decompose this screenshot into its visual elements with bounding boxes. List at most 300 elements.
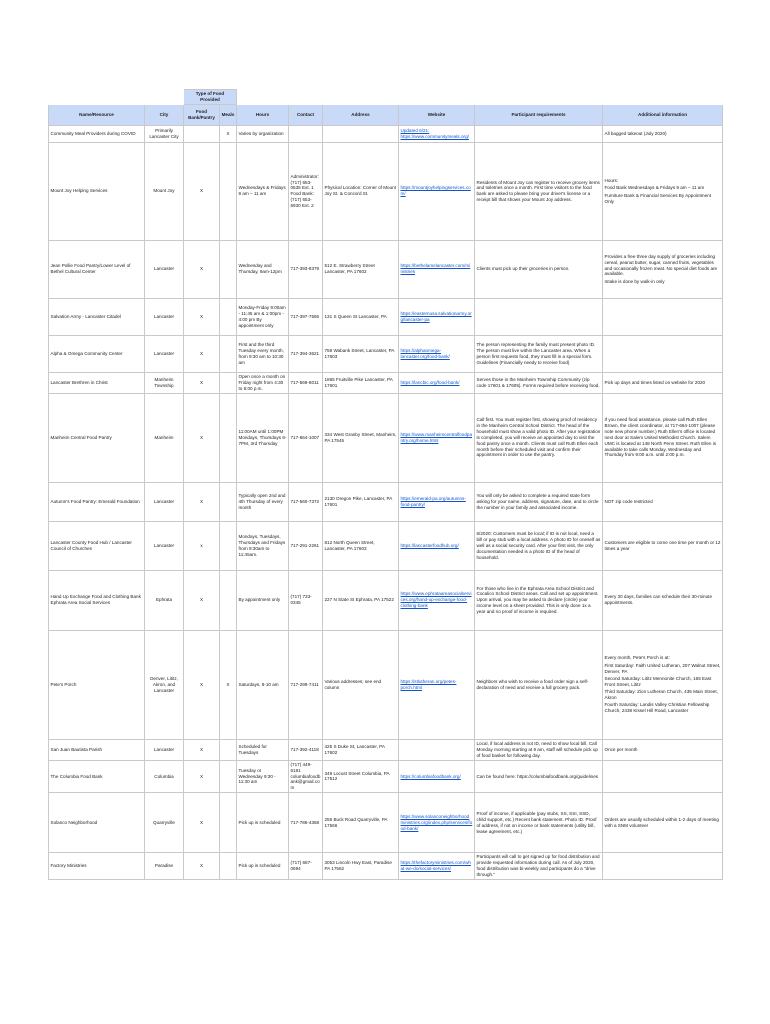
food-bank-cell[interactable] — [184, 240, 220, 298]
additional-cell[interactable] — [603, 372, 723, 393]
requirements-cell[interactable] — [475, 298, 603, 335]
additional-cell[interactable] — [603, 240, 723, 298]
name-text: Salvation Army - Lancaster Citadel — [50, 313, 121, 319]
address-cell[interactable] — [323, 482, 399, 521]
contact-cell[interactable] — [289, 298, 323, 335]
column-header-meals[interactable]: Meals — [220, 104, 237, 125]
column-header-address[interactable]: Address — [323, 104, 399, 125]
name-text: Solanco Neighborhood — [50, 819, 98, 825]
address-cell[interactable] — [323, 393, 399, 482]
contact-cell[interactable] — [289, 570, 323, 630]
meals-cell[interactable] — [220, 393, 237, 482]
contact-cell[interactable] — [289, 240, 323, 298]
address-text: 425 S Duke St, Lancaster, PA 17602 — [324, 743, 385, 755]
website-text[interactable]: https://lancbic.org/food-bank/ — [400, 379, 460, 385]
meals-cell[interactable] — [220, 793, 237, 853]
table-row — [49, 793, 723, 853]
address-text: 812 North Queen Street, Lancaster, PA 17603 — [324, 539, 375, 551]
additional-info-line: Pick up days and times listed on website for 2020 — [604, 379, 706, 385]
table-row — [49, 298, 723, 335]
name-text: Community Meal Providers during COVID — [50, 130, 136, 136]
additional-cell[interactable] — [603, 142, 723, 240]
hours-cell[interactable] — [237, 125, 289, 142]
food-bank-cell[interactable] — [184, 739, 220, 760]
additional-cell[interactable] — [603, 853, 723, 880]
name-text: Lancaster Brethren in Christ — [50, 379, 108, 385]
contact-text: Administrator: (717) 653-0535 Ext. 1 Food Bank: (717) 653-6930 Ext. 2 — [290, 173, 319, 208]
city-text: Columbia — [154, 773, 174, 779]
website-text[interactable]: https://lancasterfoodhub.org/ — [400, 542, 459, 548]
website-cell[interactable] — [399, 298, 475, 335]
contact-text: 717-393-8379 — [290, 266, 320, 272]
city-text: Paradise — [154, 862, 174, 868]
contact-text: 717-291-2261 — [290, 542, 320, 548]
additional-cell[interactable] — [603, 570, 723, 630]
name-text: Lancaster County Food Hub / Lancaster Council of Churches — [50, 539, 132, 551]
name-cell[interactable] — [49, 372, 145, 393]
website-text[interactable]: https://columbiafoodbank.org/ — [400, 773, 461, 779]
food-bank-cell[interactable] — [184, 521, 220, 570]
food-bank-text: X — [199, 313, 204, 319]
additional-info-line: Fourth Saturday: Landis Valley Christian Fellowship Church, 2438 Kissel Hill Road, Lancaster — [604, 702, 710, 714]
hours-text: 11:00AM until 1:00PM Mondays, Thursdays 6-7PM, 3rd Thursday — [238, 428, 287, 446]
website-text[interactable]: https://bethelamelancaster.com/ministries — [400, 263, 471, 275]
name-cell[interactable] — [49, 521, 145, 570]
hours-text: Pick up is scheduled — [238, 819, 281, 825]
address-text: 2130 Oregon Pike, Lancaster, PA 17601 — [324, 495, 393, 507]
name-cell[interactable] — [49, 335, 145, 372]
food-bank-text: X — [199, 350, 204, 356]
table-row — [49, 739, 723, 760]
address-text: 131 S Queen St Lancaster, PA — [324, 313, 387, 319]
contact-text: (717) 449-6181 columbiafoodbank@gmail.com — [290, 761, 321, 791]
name-text: Alpha & Omega Community Center — [50, 350, 123, 356]
contact-cell[interactable] — [289, 853, 323, 880]
additional-info-line: All bagged takeout (July 2020) — [604, 130, 667, 136]
contact-cell[interactable] — [289, 760, 323, 792]
additional-info-line: Every 30 days, families can schedule their 30-minute appointments. — [604, 594, 712, 606]
food-bank-text: X — [199, 862, 204, 868]
food-bank-cell[interactable] — [184, 142, 220, 240]
city-text: Mount Joy — [153, 188, 175, 194]
city-text: Lancaster — [153, 350, 175, 356]
website-text[interactable]: Updated 6/21: https://www.communitymeals.org/ — [400, 127, 469, 139]
requirements-text: Neighbors who wish to receive a food order sign a self-declaration of need and receive a full grocery pack. — [476, 678, 589, 690]
name-cell[interactable] — [49, 630, 145, 739]
additional-info-line: Intake is done by walk-in only — [604, 278, 665, 284]
hours-cell[interactable] — [237, 142, 289, 240]
address-cell[interactable] — [323, 521, 399, 570]
address-text: 512 E. Strawberry Street Lancaster, PA 17602 — [324, 263, 375, 275]
additional-cell[interactable] — [603, 793, 723, 853]
contact-text: 717-560-7372 — [290, 498, 320, 504]
food-bank-text: X — [199, 379, 204, 385]
contact-text: 717-394-3621 — [290, 350, 320, 356]
website-text[interactable]: https://emerald-pa.org/autumns-food-pantry/ — [400, 495, 466, 507]
additional-info-line: Once per month — [604, 746, 638, 752]
requirements-text: Residents of Mount Joy can register to receive grocery items and toiletries once a month. First time visitors to the food bank are asked to please bring your driver's license or a receipt bill that shows your Mount Joy address. — [476, 179, 600, 203]
hours-text: Varies by organization — [238, 130, 284, 136]
address-cell[interactable] — [323, 142, 399, 240]
meals-cell[interactable] — [220, 630, 237, 739]
name-cell[interactable] — [49, 240, 145, 298]
website-cell[interactable] — [399, 760, 475, 792]
requirements-cell[interactable] — [475, 521, 603, 570]
meals-cell[interactable] — [220, 125, 237, 142]
hours-cell[interactable] — [237, 570, 289, 630]
meals-cell[interactable] — [220, 298, 237, 335]
type-of-food-group-header: Type of Food Provided — [184, 90, 237, 105]
address-cell[interactable] — [323, 298, 399, 335]
additional-info-line: Third Saturday: Zion Lutheran Church, 435 Main Street, Akron — [604, 689, 718, 701]
website-text[interactable]: https://www.manheimcentralfoodpantry.org/home.html — [400, 431, 472, 443]
requirements-cell[interactable] — [475, 335, 603, 372]
requirements-cell[interactable] — [475, 482, 603, 521]
hours-cell[interactable] — [237, 760, 289, 792]
hours-cell[interactable] — [237, 739, 289, 760]
name-cell[interactable] — [49, 142, 145, 240]
hours-cell[interactable] — [237, 298, 289, 335]
table-row — [49, 372, 723, 393]
city-cell[interactable] — [145, 482, 184, 521]
city-text: Lancaster — [153, 746, 175, 752]
contact-cell[interactable] — [289, 393, 323, 482]
address-cell[interactable] — [323, 853, 399, 880]
table-row — [49, 630, 723, 739]
food-bank-text: X — [199, 681, 204, 687]
contact-cell[interactable] — [289, 521, 323, 570]
hours-text: Monday-Friday 9:00am - 11:45 am & 1:00pm - 4:00 pm By appointment only — [238, 305, 286, 328]
city-cell[interactable] — [145, 760, 184, 792]
contact-text: 717-569-6011 — [290, 379, 319, 385]
food-bank-cell[interactable] — [184, 125, 220, 142]
address-text: Physical Location: Corner of Mount Joy St. & Concord St. — [324, 185, 396, 197]
name-text: Pete's Porch — [50, 681, 77, 687]
website-text[interactable]: https://stlutheran.org/petes-porch.html — [400, 678, 457, 690]
meals-cell[interactable] — [220, 521, 237, 570]
address-text: 3053 Lincoln Hwy East, Paradise PA 17562 — [324, 860, 392, 871]
website-cell[interactable] — [399, 853, 475, 880]
hours-cell[interactable] — [237, 793, 289, 853]
column-header-city[interactable]: City — [145, 104, 184, 125]
meals-cell[interactable] — [220, 142, 237, 240]
table-row — [49, 853, 723, 880]
hours-text: Scheduled for Tuesdays — [238, 743, 267, 755]
name-text: Mount Joy Helping Services — [50, 188, 108, 194]
hours-cell[interactable] — [237, 240, 289, 298]
contact-cell[interactable] — [289, 372, 323, 393]
requirements-cell[interactable] — [475, 570, 603, 630]
food-bank-cell[interactable] — [184, 793, 220, 853]
city-cell[interactable] — [145, 125, 184, 142]
name-text: Jean Pollie Food Pantry/Lower Level of Bethel Cultural Center — [50, 263, 131, 275]
name-cell[interactable] — [49, 298, 145, 335]
city-cell[interactable] — [145, 793, 184, 853]
website-text[interactable]: https://alphaomega-lancaster.org/food-bank/ — [400, 347, 450, 359]
additional-cell[interactable] — [603, 298, 723, 335]
meals-text: X — [226, 130, 230, 136]
meals-cell[interactable] — [220, 853, 237, 880]
website-cell[interactable] — [399, 793, 475, 853]
table-row — [49, 521, 723, 570]
website-cell[interactable] — [399, 570, 475, 630]
meals-cell[interactable] — [220, 760, 237, 792]
address-cell[interactable] — [323, 335, 399, 372]
requirements-cell[interactable] — [475, 630, 603, 739]
website-cell[interactable] — [399, 125, 475, 142]
hours-text: First and the third Tuesday every month, from 9:30 am to 10:30 am — [238, 342, 284, 365]
food-bank-cell[interactable] — [184, 393, 220, 482]
meals-cell[interactable] — [220, 482, 237, 521]
food-resources-table — [48, 89, 723, 880]
name-cell[interactable] — [49, 482, 145, 521]
additional-info-line: Furniture Bank & Financial Services By Appointment Only — [604, 192, 711, 204]
address-cell[interactable] — [323, 125, 399, 142]
contact-cell[interactable] — [289, 125, 323, 142]
food-bank-cell[interactable] — [184, 570, 220, 630]
website-cell[interactable] — [399, 372, 475, 393]
city-text: Manheim — [154, 434, 174, 440]
hours-text: Typically open 2nd and 4th Thursday of every month — [238, 492, 286, 510]
name-cell[interactable] — [49, 793, 145, 853]
column-header-participant-requirements[interactable]: Participant requirements — [475, 104, 603, 125]
address-cell[interactable] — [323, 739, 399, 760]
requirements-cell[interactable] — [475, 372, 603, 393]
name-cell[interactable] — [49, 853, 145, 880]
address-text: 227 N State St Ephrata, PA 17522 — [324, 597, 394, 603]
hours-text: By appointment only — [238, 597, 281, 603]
additional-info-line: Second Saturday: Lititz Mennonite Church, 165 East Front Street, Lititz — [604, 675, 712, 687]
additional-cell[interactable] — [603, 482, 723, 521]
name-text: San Juan Bautista Parish — [50, 746, 103, 752]
hours-cell[interactable] — [237, 335, 289, 372]
contact-cell[interactable] — [289, 793, 323, 853]
food-bank-text: X — [199, 434, 204, 440]
food-bank-cell[interactable] — [184, 372, 220, 393]
hours-text: Tuesday or Wednesday 9:30 - 11:30 am — [238, 767, 276, 785]
city-cell[interactable] — [145, 521, 184, 570]
column-header-name-resource[interactable]: Name/Resource — [49, 104, 145, 125]
food-bank-text: X — [199, 773, 204, 779]
city-cell[interactable] — [145, 739, 184, 760]
hours-cell[interactable] — [237, 482, 289, 521]
contact-cell[interactable] — [289, 335, 323, 372]
column-header-website[interactable]: Website — [399, 104, 475, 125]
additional-info-line: First Saturday: Faith United Lutheran, 207 Walnut Street, Denver, PA — [604, 662, 721, 674]
table-row — [49, 335, 723, 372]
name-cell[interactable] — [49, 125, 145, 142]
address-text: 758 Wabank Street, Lancaster, PA 17603 — [324, 347, 395, 359]
requirements-text: Proof of income, if applicable (pay stubs, SS, SSI, SSD, child support, etc.) Recent bank statement. Photo ID. Proof of address, if not on income or bank statements (utility bill, lease agreement, etc.) — [476, 810, 597, 834]
meals-cell[interactable] — [220, 372, 237, 393]
city-cell[interactable] — [145, 570, 184, 630]
additional-info-line: If you need food assistance, please call Ruth Ellen Brown, the client coordinator, at 717-664-1007 (please note new phone number.) Ruth Ellen's office is located next door at Salem United Methodist Church. Salem UMC is located at 148 North Penn Street. Ruth Ellen is available to take calls Monday, Wednesday and Thursday from 9:00 a.m. until 2:00 p.m. — [604, 417, 717, 458]
meals-cell[interactable] — [220, 739, 237, 760]
hours-cell[interactable] — [237, 630, 289, 739]
meals-cell[interactable] — [220, 240, 237, 298]
additional-cell[interactable] — [603, 393, 723, 482]
website-text[interactable]: https://easternusa.salvationarmy.org/lancaster-pa — [400, 310, 472, 322]
website-cell[interactable] — [399, 142, 475, 240]
contact-text: 717-664-1007 — [290, 434, 320, 440]
address-cell[interactable] — [323, 372, 399, 393]
city-cell[interactable] — [145, 853, 184, 880]
city-text: Lancaster — [153, 313, 175, 319]
address-text: Various addresses; see end column — [324, 678, 382, 690]
column-header-additional-information[interactable]: Additional information — [603, 104, 723, 125]
contact-cell[interactable] — [289, 630, 323, 739]
contact-text: 717-786-4368 — [290, 819, 320, 825]
additional-info-line: NOT zip code restricted — [604, 498, 653, 504]
city-text: Manheim Township — [154, 376, 174, 388]
website-text[interactable]: https://mountjoyhelpingservices.com/ — [400, 185, 471, 197]
column-header-contact[interactable]: Contact — [289, 104, 323, 125]
contact-text: 717-299-7411 — [290, 681, 319, 687]
city-text: Ephrata — [155, 597, 173, 603]
city-cell[interactable] — [145, 393, 184, 482]
table-row — [49, 240, 723, 298]
contact-cell[interactable] — [289, 142, 323, 240]
requirements-cell[interactable] — [475, 125, 603, 142]
food-bank-cell[interactable] — [184, 298, 220, 335]
requirements-text: Clients must pick up their groceries in person. — [476, 266, 570, 272]
address-cell[interactable] — [323, 240, 399, 298]
table-row — [49, 142, 723, 240]
additional-cell[interactable] — [603, 760, 723, 792]
requirements-text: Call first. You must register first, showing proof of residency in the Manheim Central School District. The head of the household must show a valid photo ID. After your registration is completed, you will receive an appointed day to visit the food pantry once a month. Clients must call Ruth Ellen each month before their scheduled visit and confirm their appointment in order to use the pantry. — [476, 417, 601, 458]
address-cell[interactable] — [323, 760, 399, 792]
food-bank-cell[interactable] — [184, 760, 220, 792]
website-cell[interactable] — [399, 335, 475, 372]
additional-info-line: Every month, Pete's Porch is at: — [604, 655, 670, 661]
additional-info-line: Customers are eligible to come one time per month or 12 times a year — [604, 539, 721, 551]
contact-text: 717-392-4118 — [290, 746, 319, 752]
name-cell[interactable] — [49, 739, 145, 760]
hours-cell[interactable] — [237, 853, 289, 880]
food-bank-text: X — [199, 188, 204, 194]
requirements-text: Can be found here: https://columbiafoodbank.org/guidelines — [476, 773, 599, 779]
hours-text: Pick up is scheduled — [238, 862, 281, 868]
meals-text: X — [226, 681, 230, 687]
requirements-text: Serves those in the Manheim Township Community (zip code 17601 & 17605). Forms required before receiving food. — [476, 376, 600, 388]
food-bank-cell[interactable] — [184, 853, 220, 880]
requirements-text: The person representing the family must present photo ID. The person must live within the Lancaster area. When a person first requests food, they must fill in a special form. Guidelines (Financially needy to receive food) — [476, 342, 596, 365]
address-cell[interactable] — [323, 630, 399, 739]
website-cell[interactable] — [399, 393, 475, 482]
website-cell[interactable] — [399, 240, 475, 298]
requirements-text: For those who live in the Ephrata Area School District and Cocalico School District areas. Call and set up appointment. Upon arrival, you may be asked to declare (circle) your income level on a sheet provided. This is only done 1x a year and no proof of income is required. — [476, 585, 599, 615]
city-cell[interactable] — [145, 240, 184, 298]
website-text[interactable]: https://www.ephrataareasocialservices.org/hand-up-exchange-food-clothing-bank — [400, 591, 472, 609]
city-cell[interactable] — [145, 372, 184, 393]
website-cell[interactable] — [399, 482, 475, 521]
contact-text: (717) 733-0345 — [290, 594, 312, 606]
additional-info-line: Orders are usually scheduled within 1-2 days of meeting with a SNM volunteer — [604, 816, 719, 828]
table-row — [49, 482, 723, 521]
table-row — [49, 570, 723, 630]
requirements-cell[interactable] — [475, 393, 603, 482]
contact-cell[interactable] — [289, 482, 323, 521]
requirements-text: Local, if local address is not ID, need to show local bill. Call Monday morning starting at 9 am, staff will schedule pick up of food basket for following day. — [476, 740, 598, 758]
city-cell[interactable] — [145, 630, 184, 739]
requirements-cell[interactable] — [475, 142, 603, 240]
city-text: Primarily Lancaster City — [149, 127, 179, 139]
requirements-cell[interactable] — [475, 760, 603, 792]
city-text: Lancaster — [153, 498, 175, 504]
city-cell[interactable] — [145, 142, 184, 240]
requirements-cell[interactable] — [475, 240, 603, 298]
column-header-food-bank-pantry[interactable]: Food Bank/Pantry — [184, 104, 220, 125]
additional-cell[interactable] — [603, 125, 723, 142]
city-cell[interactable] — [145, 298, 184, 335]
website-text[interactable]: https://thefactoryministries.com/what-we-do/social-services/ — [400, 860, 471, 871]
hours-cell[interactable] — [237, 393, 289, 482]
table-row — [49, 760, 723, 792]
address-text: 1865 Fruitville Pike Lancaster, PA 17601 — [324, 376, 393, 388]
hours-text: Open once a month on Friday night from 4:30 to 6:00 p.m. — [238, 373, 286, 391]
name-cell[interactable] — [49, 760, 145, 792]
requirements-cell[interactable] — [475, 853, 603, 880]
food-bank-cell[interactable] — [184, 630, 220, 739]
requirements-text: You will only be asked to complete a required state form asking for your name, address, signature, date, and to circle the number in your family and associated income. — [476, 492, 599, 510]
table-row — [49, 125, 723, 142]
hours-text: Wednesday and Thursday, 9am-12pm — [238, 263, 282, 275]
name-text: The Columbia Food Bank — [50, 773, 103, 779]
requirements-text: 6/2020: Customers must be local; if ID is not local, need a bill or pay stub with a local address. A photo ID for oneself as well as a social security card. After your first visit, the only documentation needed is a photo ID of the head of household. — [476, 531, 601, 560]
website-cell[interactable] — [399, 630, 475, 739]
name-cell[interactable] — [49, 393, 145, 482]
additional-cell[interactable] — [603, 521, 723, 570]
website-text[interactable]: https://www.solanconeighborhoodministries.org/index.php/services/food-bank/ — [400, 813, 473, 831]
hours-cell[interactable] — [237, 372, 289, 393]
column-header-hours[interactable]: Hours — [237, 104, 289, 125]
address-cell[interactable] — [323, 570, 399, 630]
contact-cell[interactable] — [289, 739, 323, 760]
hours-text: Mondays, Tuesdays, Thursdays and Fridays from 9:30am to 11:45am. — [238, 534, 286, 557]
food-bank-text: X — [199, 746, 204, 752]
additional-info-line: Provides a free three day supply of groceries including cereal, peanut butter, sugar, canned fruits, vegetables and occasionally frozen meat. No special diet foods are available. — [604, 253, 718, 277]
food-bank-text: X — [199, 266, 204, 272]
website-cell[interactable] — [399, 521, 475, 570]
name-text: Manheim Central Food Pantry — [50, 434, 112, 440]
table-row — [49, 393, 723, 482]
name-text: Autumn's Food Pantry: Emerald Foundation — [50, 498, 140, 504]
additional-info-line: Hours: — [604, 178, 619, 183]
city-cell[interactable] — [145, 335, 184, 372]
contact-text: (717) 687-0694 — [290, 860, 312, 871]
food-bank-text: X — [199, 597, 204, 603]
spreadsheet — [48, 89, 722, 880]
additional-cell[interactable] — [603, 335, 723, 372]
city-text: Quarryville — [153, 819, 175, 825]
address-cell[interactable] — [323, 793, 399, 853]
food-bank-text: X — [199, 819, 204, 825]
requirements-cell[interactable] — [475, 793, 603, 853]
contact-text: 717-397-7565 — [290, 313, 320, 319]
meals-cell[interactable] — [220, 335, 237, 372]
food-bank-cell[interactable] — [184, 335, 220, 372]
website-cell[interactable] — [399, 739, 475, 760]
additional-cell[interactable] — [603, 739, 723, 760]
additional-cell[interactable] — [603, 630, 723, 739]
address-text: 255 Buck Road Quarryville, PA 17566 — [324, 816, 388, 828]
hours-cell[interactable] — [237, 521, 289, 570]
requirements-cell[interactable] — [475, 739, 603, 760]
name-cell[interactable] — [49, 570, 145, 630]
name-text: Hand Up Exchange Food and Clothing Bank Ephrata Area Social Services — [50, 594, 141, 606]
food-bank-cell[interactable] — [184, 482, 220, 521]
meals-cell[interactable] — [220, 570, 237, 630]
